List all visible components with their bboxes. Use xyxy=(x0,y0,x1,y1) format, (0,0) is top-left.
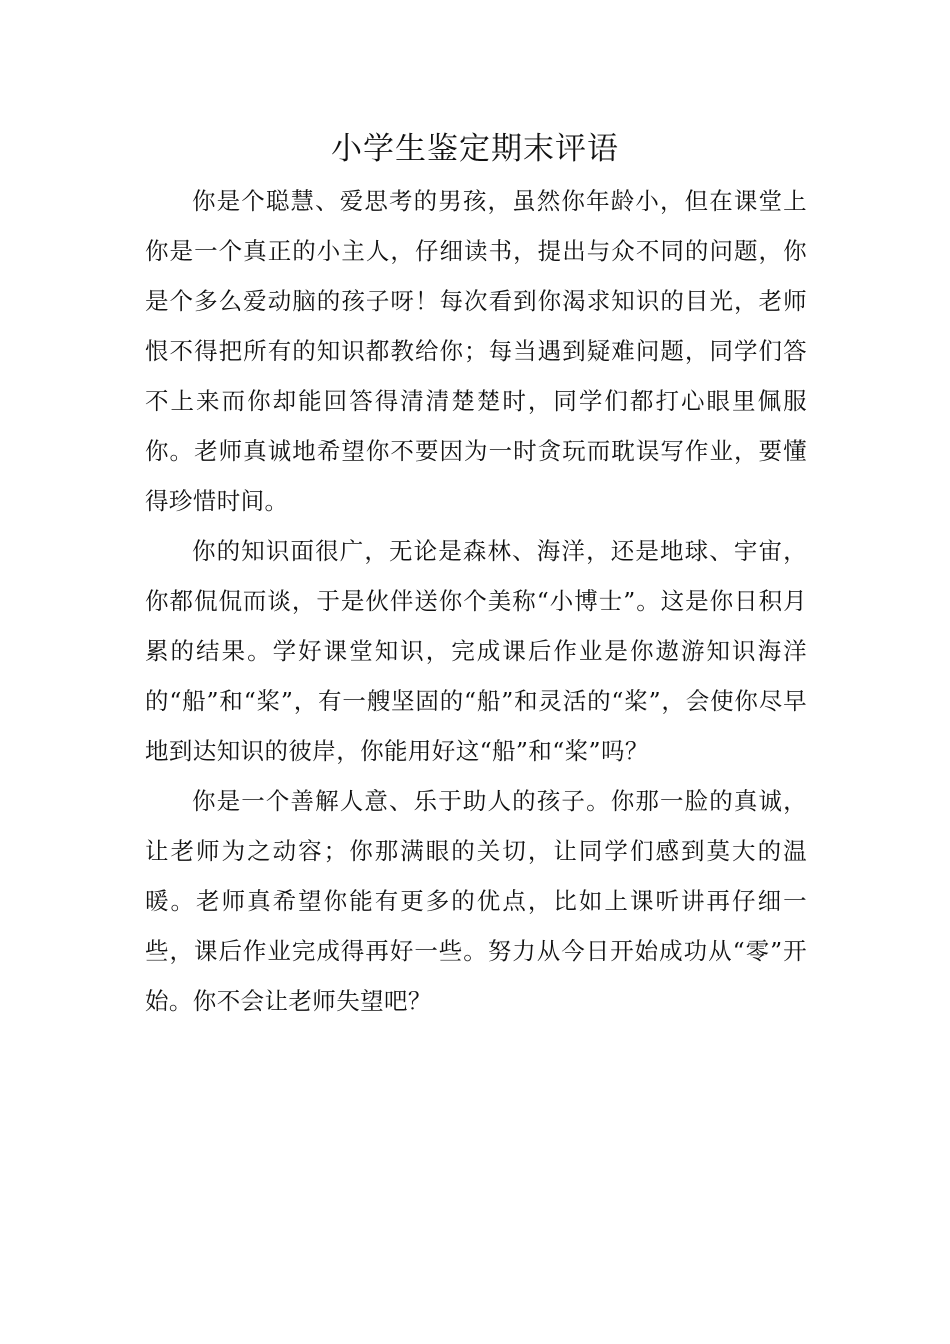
paragraph-3: 你是一个善解人意、乐于助人的孩子。你那一脸的真诚，让老师为之动容；你那满眼的关切，让同学们感到莫大的温暖。老师真希望你能有更多的优点，比如上课听讲再仔细一些，课后作业完成得再好一些。努力从今日开始成功从“零”开始。你不会让老师失望吧？ xyxy=(145,787,807,1015)
paragraph-1: 你是个聪慧、爱思考的男孩，虽然你年龄小，但在课堂上你是一个真正的小主人，仔细读书，提出与众不同的问题，你是个多么爱动脑的孩子呀！每次看到你渴求知识的目光，老师恨不得把所有的知识都教给你；每当遇到疑难问题，同学们答不上来而你却能回答得清清楚楚时，同学们都打心眼里佩服你。老师真诚地希望你不要因为一时贪玩而耽误写作业，要懂得珍惜时间。 xyxy=(145,187,807,515)
document-title: 小学生鉴定期末评语 xyxy=(331,131,619,167)
document-body xyxy=(145,176,807,1026)
paragraph-2: 你的知识面很广，无论是森林、海洋，还是地球、宇宙，你都侃侃而谈，于是伙伴送你个美称“小博士”。这是你日积月累的结果。学好课堂知识，完成课后作业是你遨游知识海洋的“船”和“桨”，有一艘坚固的“船”和灵活的“桨”，会使你尽早地到达知识的彼岸，你能用好这“船”和“桨”吗？ xyxy=(145,537,807,765)
